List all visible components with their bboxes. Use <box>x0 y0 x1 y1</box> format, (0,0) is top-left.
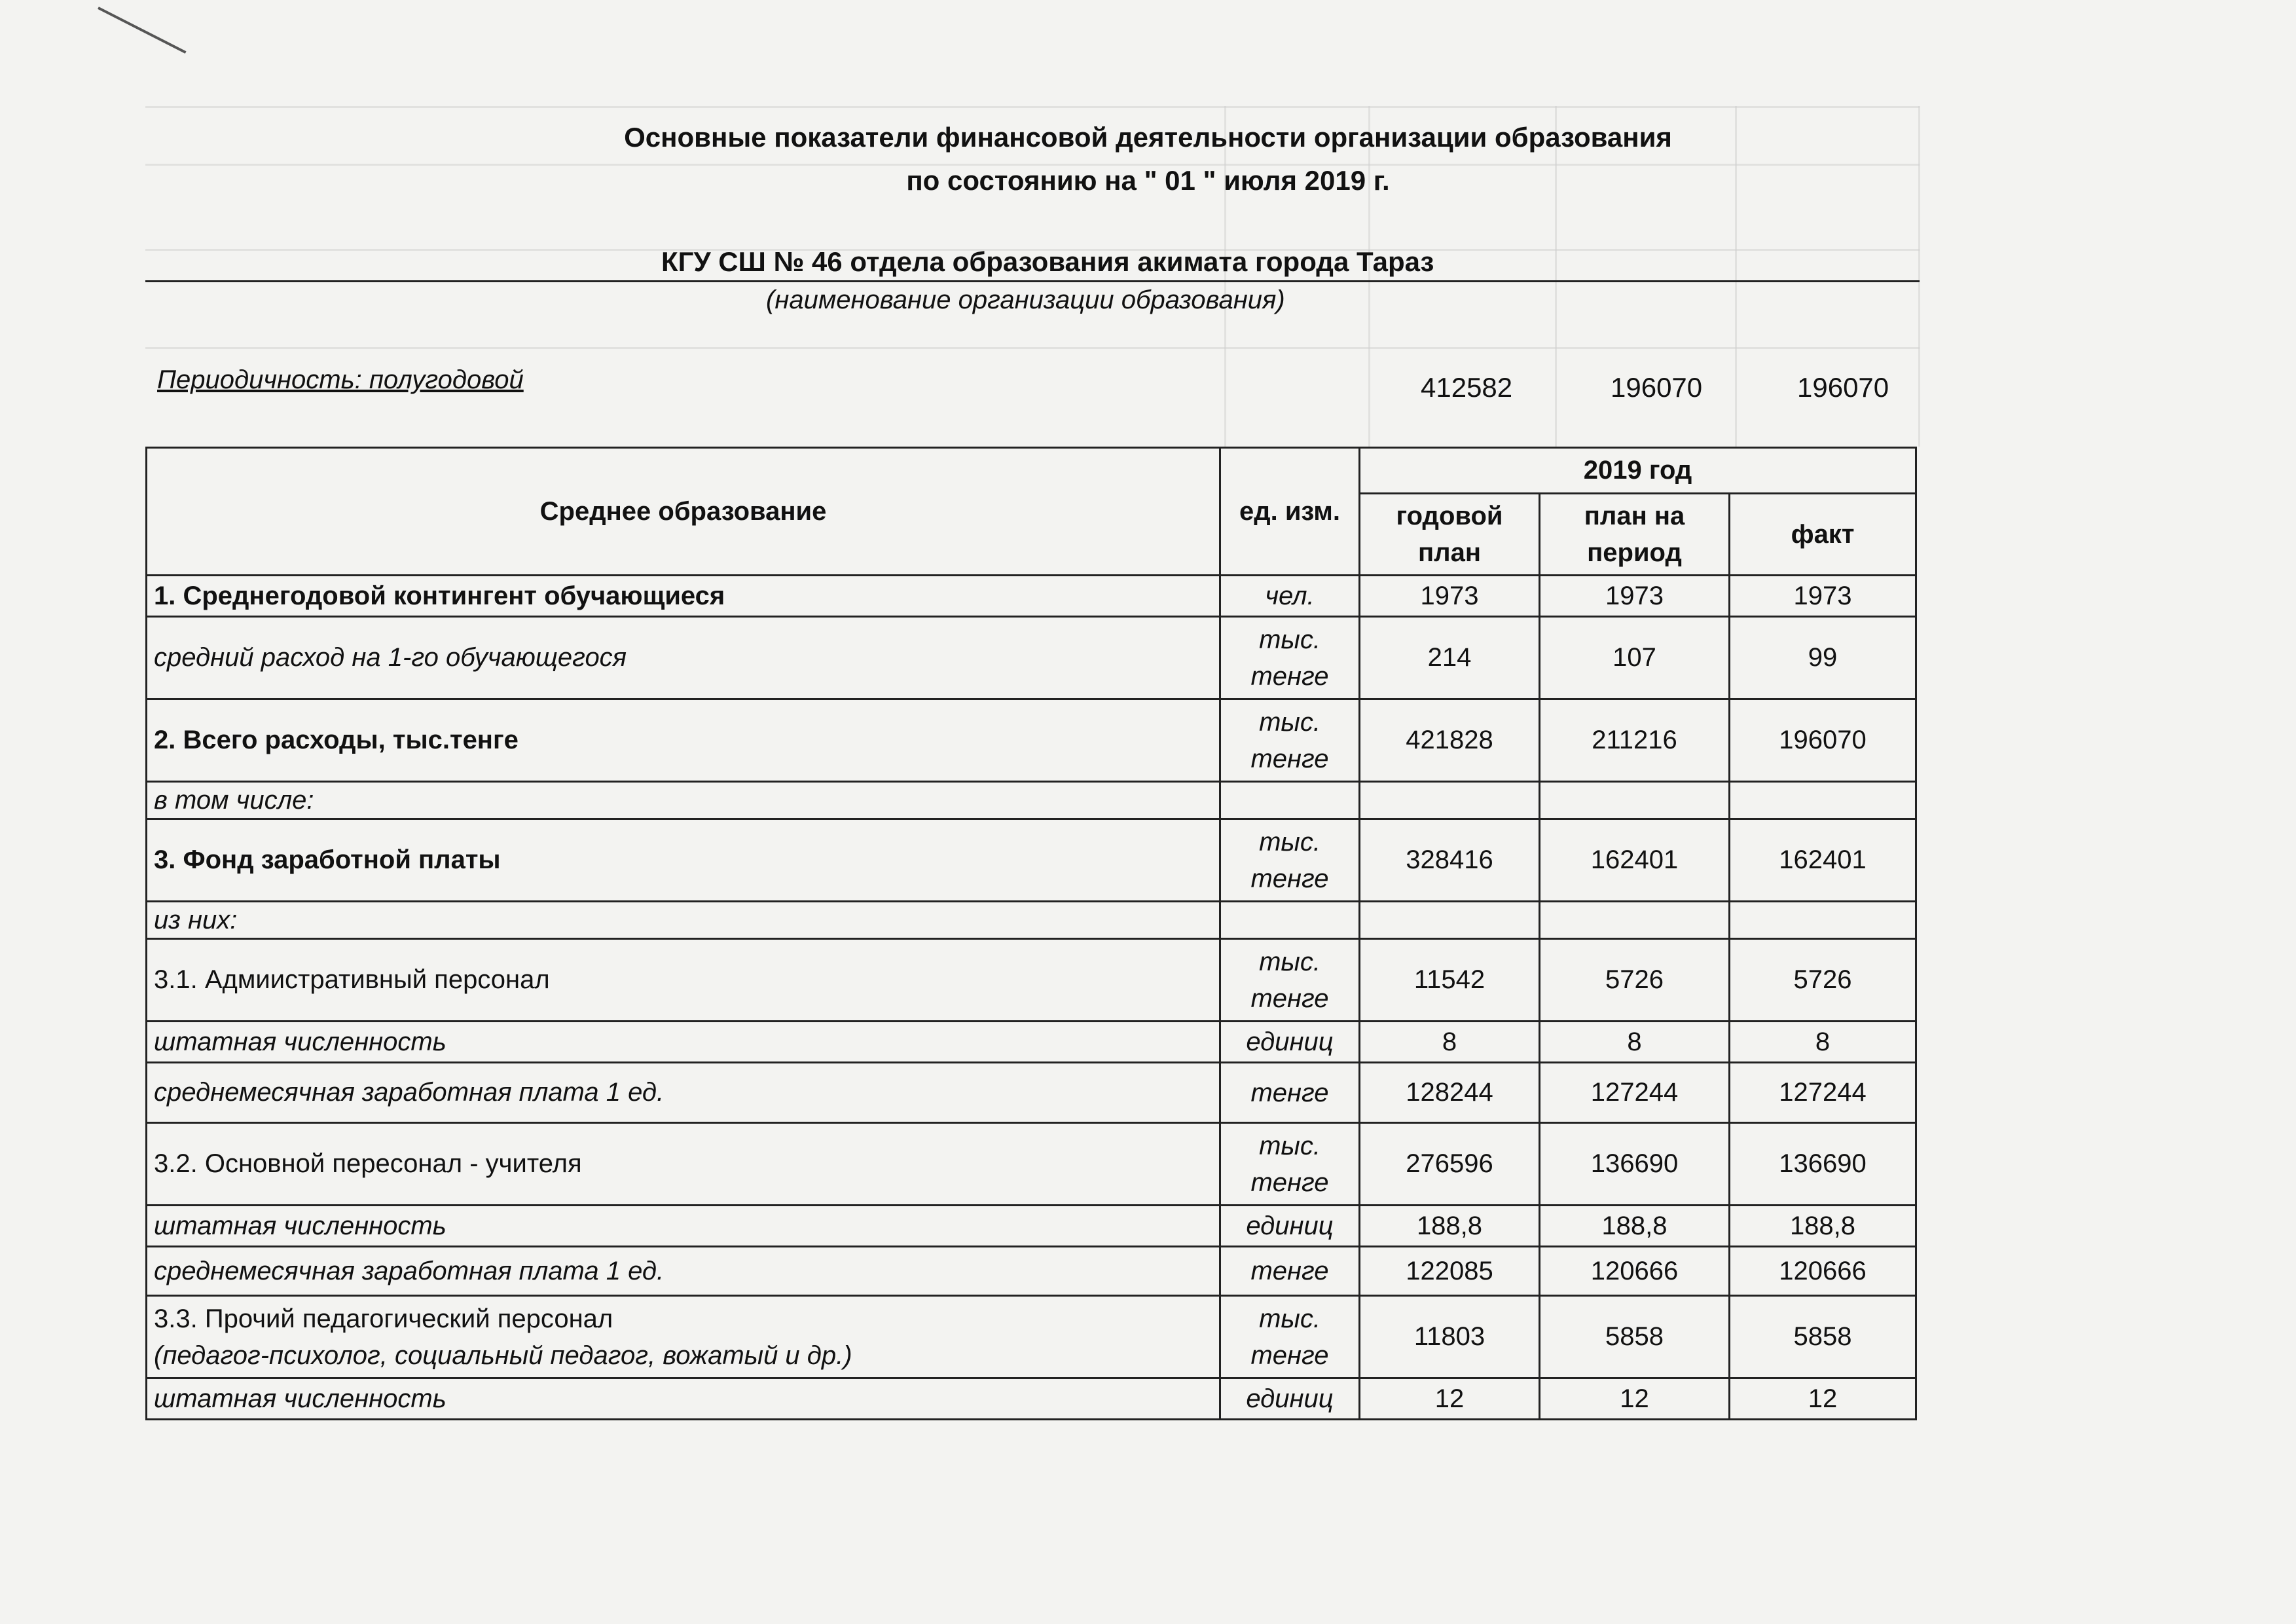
table-row <box>147 1206 1916 1247</box>
header-period-plan-line1: план на <box>1584 502 1685 530</box>
table-row <box>147 782 1916 819</box>
row-period-plan <box>1540 782 1730 819</box>
row-fact: 8 <box>1730 1022 1916 1063</box>
row-unit: чел. <box>1220 576 1360 617</box>
row-fact <box>1730 782 1916 819</box>
row-period-plan: 8 <box>1540 1022 1730 1063</box>
row-unit-line2: тенге <box>1250 1340 1329 1370</box>
row-unit-line1: тыс. <box>1259 625 1321 654</box>
row-annual-plan: 11542 <box>1360 939 1540 1022</box>
row-unit <box>1220 617 1360 699</box>
header-section: Среднее образование <box>147 448 1220 576</box>
table-row <box>147 576 1916 617</box>
row-unit-line1: тыс. <box>1259 947 1321 976</box>
row-unit-line1: тыс. <box>1259 1304 1321 1333</box>
row-label: штатная численность <box>147 1378 1220 1420</box>
row-label <box>147 1296 1220 1378</box>
row-unit <box>1220 1123 1360 1206</box>
row-period-plan: 127244 <box>1540 1063 1730 1123</box>
report-title-line1: Основные показатели финансовой деятельности организации образования <box>624 122 1672 153</box>
periodicity-value-fact: 196070 <box>1797 372 1889 403</box>
report-title-line2: по состоянию на " 01 " июля 2019 г. <box>906 165 1390 196</box>
row-fact: 196070 <box>1730 699 1916 782</box>
header-unit: ед. изм. <box>1220 448 1360 576</box>
row-label: штатная численность <box>147 1206 1220 1247</box>
row-annual-plan: 122085 <box>1360 1247 1540 1296</box>
organization-name: КГУ СШ № 46 отдела образования акимата города Тараз <box>661 246 1434 277</box>
row-period-plan: 211216 <box>1540 699 1730 782</box>
table-row <box>147 1378 1916 1420</box>
row-annual-plan <box>1360 902 1540 939</box>
row-fact: 1973 <box>1730 576 1916 617</box>
row-unit: тенге <box>1220 1063 1360 1123</box>
row-fact: 5858 <box>1730 1296 1916 1378</box>
row-unit <box>1220 939 1360 1022</box>
row-period-plan: 188,8 <box>1540 1206 1730 1247</box>
bleed-through-line <box>1918 106 1920 447</box>
row-label: 3.2. Основной пересонал - учителя <box>147 1123 1220 1206</box>
header-annual-plan-line2: план <box>1418 538 1481 567</box>
periodicity-value-period: 196070 <box>1611 372 1703 403</box>
table-row <box>147 819 1916 902</box>
row-unit <box>1220 1296 1360 1378</box>
row-unit-line2: тенге <box>1250 744 1329 773</box>
bleed-through-line <box>1735 106 1737 447</box>
row-label: 1. Среднегодовой контингент обучающиеся <box>147 576 1220 617</box>
row-unit: единиц <box>1220 1378 1360 1420</box>
row-period-plan <box>1540 902 1730 939</box>
row-fact: 127244 <box>1730 1063 1916 1123</box>
row-unit <box>1220 699 1360 782</box>
row-label: средний расход на 1-го обучающегося <box>147 617 1220 699</box>
header-fact: факт <box>1730 494 1916 576</box>
row-label-line2: (педагог-психолог, социальный педагог, вожатый и др.) <box>154 1340 852 1370</box>
table-row <box>147 1063 1916 1123</box>
row-unit-line1: тыс. <box>1259 1131 1321 1160</box>
row-annual-plan <box>1360 782 1540 819</box>
row-period-plan: 5858 <box>1540 1296 1730 1378</box>
header-period-plan-line2: период <box>1587 538 1682 567</box>
row-label: среднемесячная заработная плата 1 ед. <box>147 1247 1220 1296</box>
row-unit-line2: тенге <box>1250 864 1329 893</box>
row-label: в том числе: <box>147 782 1220 819</box>
row-annual-plan: 421828 <box>1360 699 1540 782</box>
row-period-plan: 136690 <box>1540 1123 1730 1206</box>
row-annual-plan: 214 <box>1360 617 1540 699</box>
row-label: штатная численность <box>147 1022 1220 1063</box>
row-fact: 5726 <box>1730 939 1916 1022</box>
row-label-line1: 3.3. Прочий педагогический персонал <box>154 1304 613 1333</box>
row-period-plan: 107 <box>1540 617 1730 699</box>
row-fact <box>1730 902 1916 939</box>
row-unit <box>1220 902 1360 939</box>
bleed-through-line <box>145 347 1920 349</box>
table-row <box>147 1022 1916 1063</box>
header-year: 2019 год <box>1360 448 1916 494</box>
header-period-plan <box>1540 494 1730 576</box>
row-annual-plan: 8 <box>1360 1022 1540 1063</box>
periodicity-label: Периодичность: полугодовой <box>157 365 524 394</box>
row-unit: единиц <box>1220 1022 1360 1063</box>
header-annual-plan-line1: годовой <box>1396 502 1503 530</box>
row-annual-plan: 1973 <box>1360 576 1540 617</box>
row-unit: единиц <box>1220 1206 1360 1247</box>
organization-underline <box>145 280 1920 282</box>
row-unit-line2: тенге <box>1250 984 1329 1013</box>
row-fact: 162401 <box>1730 819 1916 902</box>
row-annual-plan: 328416 <box>1360 819 1540 902</box>
row-period-plan: 12 <box>1540 1378 1730 1420</box>
table-row <box>147 1247 1916 1296</box>
table-row <box>147 939 1916 1022</box>
row-annual-plan: 11803 <box>1360 1296 1540 1378</box>
row-fact: 99 <box>1730 617 1916 699</box>
row-unit <box>1220 819 1360 902</box>
row-label: из них: <box>147 902 1220 939</box>
row-period-plan: 1973 <box>1540 576 1730 617</box>
table-row <box>147 699 1916 782</box>
pen-scratch <box>98 7 186 54</box>
table-row <box>147 1296 1916 1378</box>
row-label: 2. Всего расходы, тыс.тенге <box>147 699 1220 782</box>
row-unit-line2: тенге <box>1250 661 1329 691</box>
row-annual-plan: 128244 <box>1360 1063 1540 1123</box>
row-unit <box>1220 782 1360 819</box>
bleed-through-line <box>145 106 1920 108</box>
financial-indicators-table <box>145 447 1917 1420</box>
row-annual-plan: 12 <box>1360 1378 1540 1420</box>
row-fact: 120666 <box>1730 1247 1916 1296</box>
row-label: 3. Фонд заработной платы <box>147 819 1220 902</box>
row-fact: 12 <box>1730 1378 1916 1420</box>
row-period-plan: 120666 <box>1540 1247 1730 1296</box>
row-unit-line1: тыс. <box>1259 827 1321 857</box>
periodicity-value-plan: 412582 <box>1421 372 1513 403</box>
table-header-row <box>147 448 1916 494</box>
row-unit-line2: тенге <box>1250 1168 1329 1197</box>
row-fact: 188,8 <box>1730 1206 1916 1247</box>
row-period-plan: 5726 <box>1540 939 1730 1022</box>
header-annual-plan <box>1360 494 1540 576</box>
organization-caption: (наименование организации образования) <box>766 286 1285 314</box>
table-row <box>147 617 1916 699</box>
row-unit: тенге <box>1220 1247 1360 1296</box>
row-annual-plan: 276596 <box>1360 1123 1540 1206</box>
row-label: среднемесячная заработная плата 1 ед. <box>147 1063 1220 1123</box>
table-row <box>147 902 1916 939</box>
row-annual-plan: 188,8 <box>1360 1206 1540 1247</box>
row-label: 3.1. Адмиистративный персонал <box>147 939 1220 1022</box>
row-period-plan: 162401 <box>1540 819 1730 902</box>
table-row <box>147 1123 1916 1206</box>
row-unit-line1: тыс. <box>1259 707 1321 737</box>
bleed-through-line <box>1555 106 1557 447</box>
row-fact: 136690 <box>1730 1123 1916 1206</box>
